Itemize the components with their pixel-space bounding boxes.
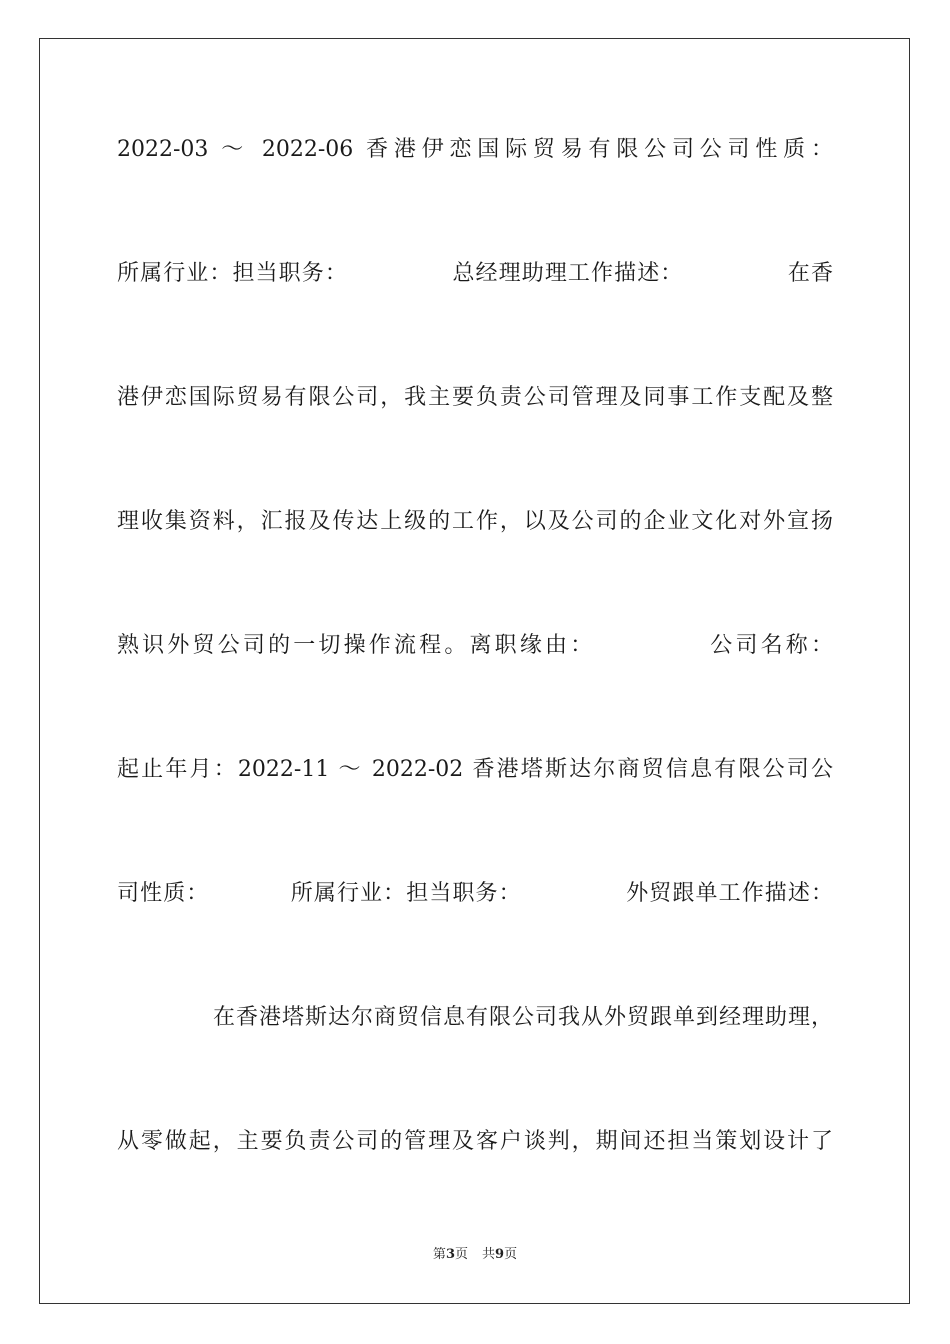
page-current: 3 <box>445 1247 455 1262</box>
page-prefix: 第 <box>432 1247 446 1262</box>
page-border <box>39 38 910 1304</box>
body-line-9: 从零做起，主要负责公司的管理及客户谈判，期间还担当策划设计了 <box>117 1129 833 1154</box>
body-line-7: 司性质： 所属行业：担当职务： 外贸跟单工作描述： <box>117 881 833 906</box>
body-line-4: 理收集资料，汇报及传达上级的工作，以及公司的企业文化对外宣扬 <box>117 509 833 534</box>
page-unit: 页 <box>454 1247 468 1262</box>
body-line-3: 港伊恋国际贸易有限公司，我主要负责公司管理及同事工作支配及整 <box>117 385 833 410</box>
body-line-5: 熟识外贸公司的一切操作流程。离职缘由： 公司名称： <box>117 633 833 658</box>
body-line-1: 2022-03 ～ 2022-06 香港伊恋国际贸易有限公司公司性质： <box>117 137 833 162</box>
body-line-8: 在香港塔斯达尔商贸信息有限公司我从外贸跟单到经理助理， <box>213 1005 833 1030</box>
page-footer <box>0 1246 950 1264</box>
body-line-2: 所属行业：担当职务： 总经理助理工作描述： 在香 <box>117 261 833 286</box>
body-line-6: 起止年月：2022-11 ～ 2022-02 香港塔斯达尔商贸信息有限公司公 <box>117 757 833 782</box>
page-total: 9 <box>495 1247 505 1262</box>
total-prefix: 共 <box>482 1247 496 1262</box>
total-unit: 页 <box>504 1247 518 1262</box>
